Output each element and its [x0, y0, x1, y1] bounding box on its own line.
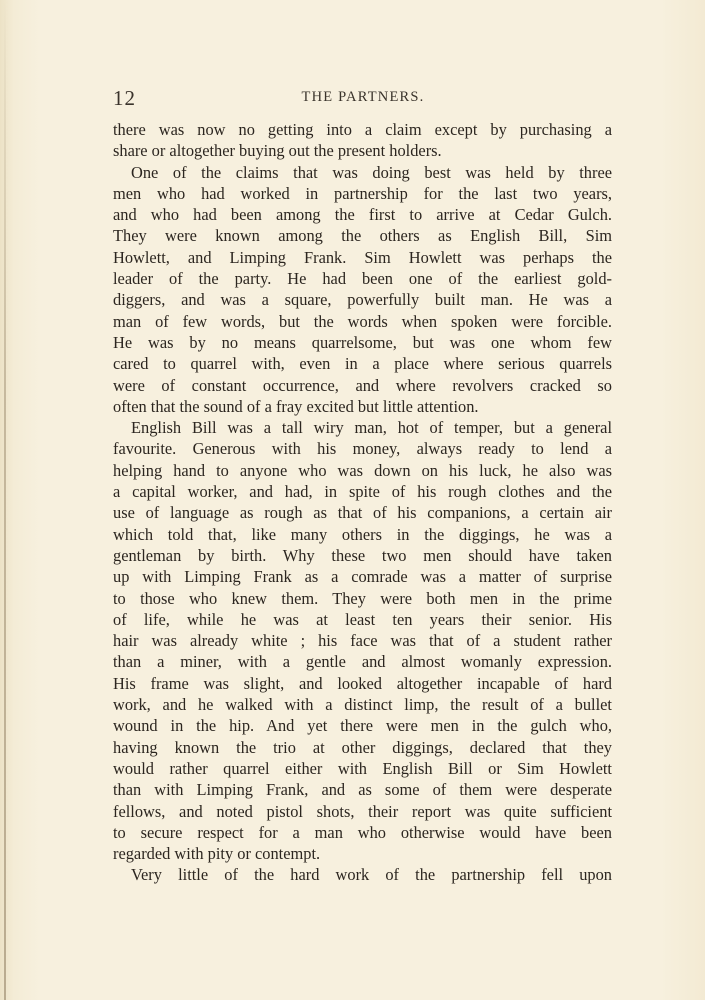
text-line: which told that, like many others in the diggings, he was a — [113, 524, 612, 544]
text-line: were of constant occurrence, and where revolvers cracked so — [113, 375, 612, 395]
text-line: diggers, and was a square, powerfully built man. He was a — [113, 290, 612, 310]
page-header — [113, 86, 613, 110]
text-line: of life, while he was at least ten years their senior. His — [113, 609, 612, 629]
text-line: wound in the hip. And yet there were men in the gulch who, — [113, 716, 612, 736]
page-gutter-edge — [4, 0, 6, 1000]
text-line: up with Limping Frank as a comrade was a matter of surprise — [113, 567, 612, 587]
text-line: His frame was slight, and looked altogether incapable of hard — [113, 673, 612, 693]
text-line: regarded with pity or contempt. — [113, 844, 321, 864]
text-line: Very little of the hard work of the partnership fell upon — [131, 865, 612, 885]
text-line: fellows, and noted pistol shots, their report was quite sufficient — [113, 801, 612, 821]
text-line: man of few words, but the words when spoken were forcible. — [113, 311, 612, 331]
text-line: having known the trio at other diggings, declared that they — [113, 737, 612, 757]
text-line: leader of the party. He had been one of the earliest gold- — [113, 269, 612, 289]
page-number: 12 — [113, 86, 136, 110]
text-line: They were known among the others as English Bill, Sim — [113, 226, 612, 246]
text-line: work, and he walked with a distinct limp, the result of a bullet — [113, 695, 612, 715]
text-line: there was now no getting into a claim except by purchasing a — [113, 120, 612, 139]
text-line: a capital worker, and had, in spite of his rough clothes and the — [113, 482, 612, 502]
text-line: hair was already white ; his face was that of a student rather — [113, 631, 612, 651]
text-line: than with Limping Frank, and as some of them were desperate — [113, 780, 612, 800]
text-line: gentleman by birth. Why these two men should have taken — [113, 545, 612, 565]
text-line: share or altogether buying out the present holders. — [113, 141, 442, 161]
text-line: One of the claims that was doing best was held by three — [131, 162, 612, 182]
text-line: men who had worked in partnership for the last two years, — [113, 183, 612, 203]
text-line: use of language as rough as that of his companions, a certain air — [113, 503, 612, 523]
text-line: favourite. Generous with his money, always ready to lend a — [113, 439, 612, 459]
text-line: than a miner, with a gentle and almost womanly expression. — [113, 652, 612, 672]
text-line: often that the sound of a fray excited but little attention. — [113, 396, 479, 416]
text-line: to those who knew them. They were both men in the prime — [113, 588, 612, 608]
running-title: THE PARTNERS. — [301, 89, 425, 105]
body-text — [113, 119, 612, 886]
text-line: to secure respect for a man who otherwise would have been — [113, 822, 612, 842]
text-line: cared to quarrel with, even in a place where serious quarrels — [113, 354, 612, 374]
text-line: English Bill was a tall wiry man, hot of temper, but a general — [131, 418, 612, 438]
text-line: He was by no means quarrelsome, but was one whom few — [113, 332, 612, 352]
text-line: and who had been among the first to arrive at Cedar Gulch. — [113, 205, 612, 225]
text-line: helping hand to anyone who was down on his luck, he also was — [113, 460, 612, 480]
text-line: would rather quarrel either with English Bill or Sim Howlett — [113, 758, 612, 778]
text-line: Howlett, and Limping Frank. Sim Howlett was perhaps the — [113, 247, 612, 267]
